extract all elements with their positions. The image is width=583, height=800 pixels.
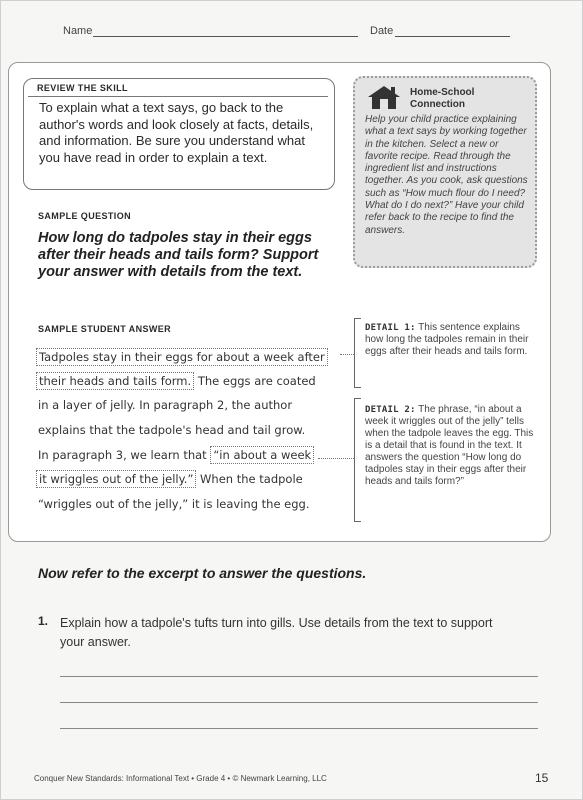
question-number: 1. xyxy=(38,614,49,628)
page-number: 15 xyxy=(535,771,549,785)
detail-1: DETAIL 1: This sentence explains how long the tadpoles remain in their eggs after their heads and tails form. xyxy=(365,322,529,357)
sample-question-text: How long do tadpoles stay in their eggs after their heads and tails form? Support your answer with details from the text. xyxy=(38,230,319,280)
date-field[interactable] xyxy=(395,36,510,37)
detail-1-bracket xyxy=(354,318,361,388)
highlight-detail-1-end: their heads and tails form. xyxy=(36,372,194,390)
answer-line-5: In paragraph 3, we learn that “in about a week xyxy=(38,448,314,462)
answer-line-2: their heads and tails form. The eggs are coated xyxy=(36,374,316,388)
instruction-heading: Now refer to the excerpt to answer the questions. xyxy=(38,565,367,581)
answer-line-7: “wriggles out of the jelly,” it is leaving the egg. xyxy=(38,497,310,511)
answer-line-4: explains that the tadpole's head and tail grow. xyxy=(38,423,306,437)
name-field[interactable] xyxy=(93,36,358,37)
answer-line[interactable] xyxy=(60,728,538,729)
review-skill-heading: REVIEW THE SKILL xyxy=(37,83,128,93)
home-school-title: Home-School Connection xyxy=(410,87,475,110)
footer-credit: Conquer New Standards: Informational Text • Grade 4 • © Newmark Learning, LLC xyxy=(34,774,327,783)
house-icon xyxy=(366,84,402,110)
home-school-text: Help your child practice explaining what a text says by working together in the kitchen. Select a new or favorite recipe. Read through the ingredient list and instructions together. As you cook, ask questions such as “How much flour do I need? What do I do next?” Have your child refer back to the recipe to find the answers. xyxy=(365,114,528,236)
divider xyxy=(28,96,328,97)
sample-question-heading: SAMPLE QUESTION xyxy=(38,211,132,221)
name-label: Name xyxy=(63,25,93,37)
highlight-detail-2-end: it wriggles out of the jelly.” xyxy=(36,470,196,488)
detail-2-bracket xyxy=(354,398,361,522)
date-label: Date xyxy=(370,25,394,37)
sample-answer-heading: SAMPLE STUDENT ANSWER xyxy=(38,324,172,334)
answer-line-6: it wriggles out of the jelly.” When the tadpole xyxy=(36,472,303,486)
connector-1 xyxy=(340,354,354,355)
highlight-detail-1: Tadpoles stay in their eggs for about a week after xyxy=(36,348,328,366)
answer-line-1 xyxy=(36,350,328,364)
review-skill-text: To explain what a text says, go back to the author's words and look closely at facts, details, and information. Be sure you understand what you have read in order to explain a text. xyxy=(39,100,314,165)
answer-line[interactable] xyxy=(60,676,538,677)
detail-2: DETAIL 2: The phrase, “in about a week it wriggles out of the jelly” tells when the tadpole leaves the egg. This is a detail that is found in the text. It answers the question “How long do tadpoles stay in their eggs after their heads and tails form?” xyxy=(365,404,534,487)
question-text: Explain how a tadpole's tufts turn into gills. Use details from the text to support your answer. xyxy=(60,616,493,649)
answer-line-3: in a layer of jelly. In paragraph 2, the author xyxy=(38,398,293,412)
connector-2 xyxy=(318,458,354,459)
highlight-detail-2: “in about a week xyxy=(210,446,314,464)
answer-line[interactable] xyxy=(60,702,538,703)
